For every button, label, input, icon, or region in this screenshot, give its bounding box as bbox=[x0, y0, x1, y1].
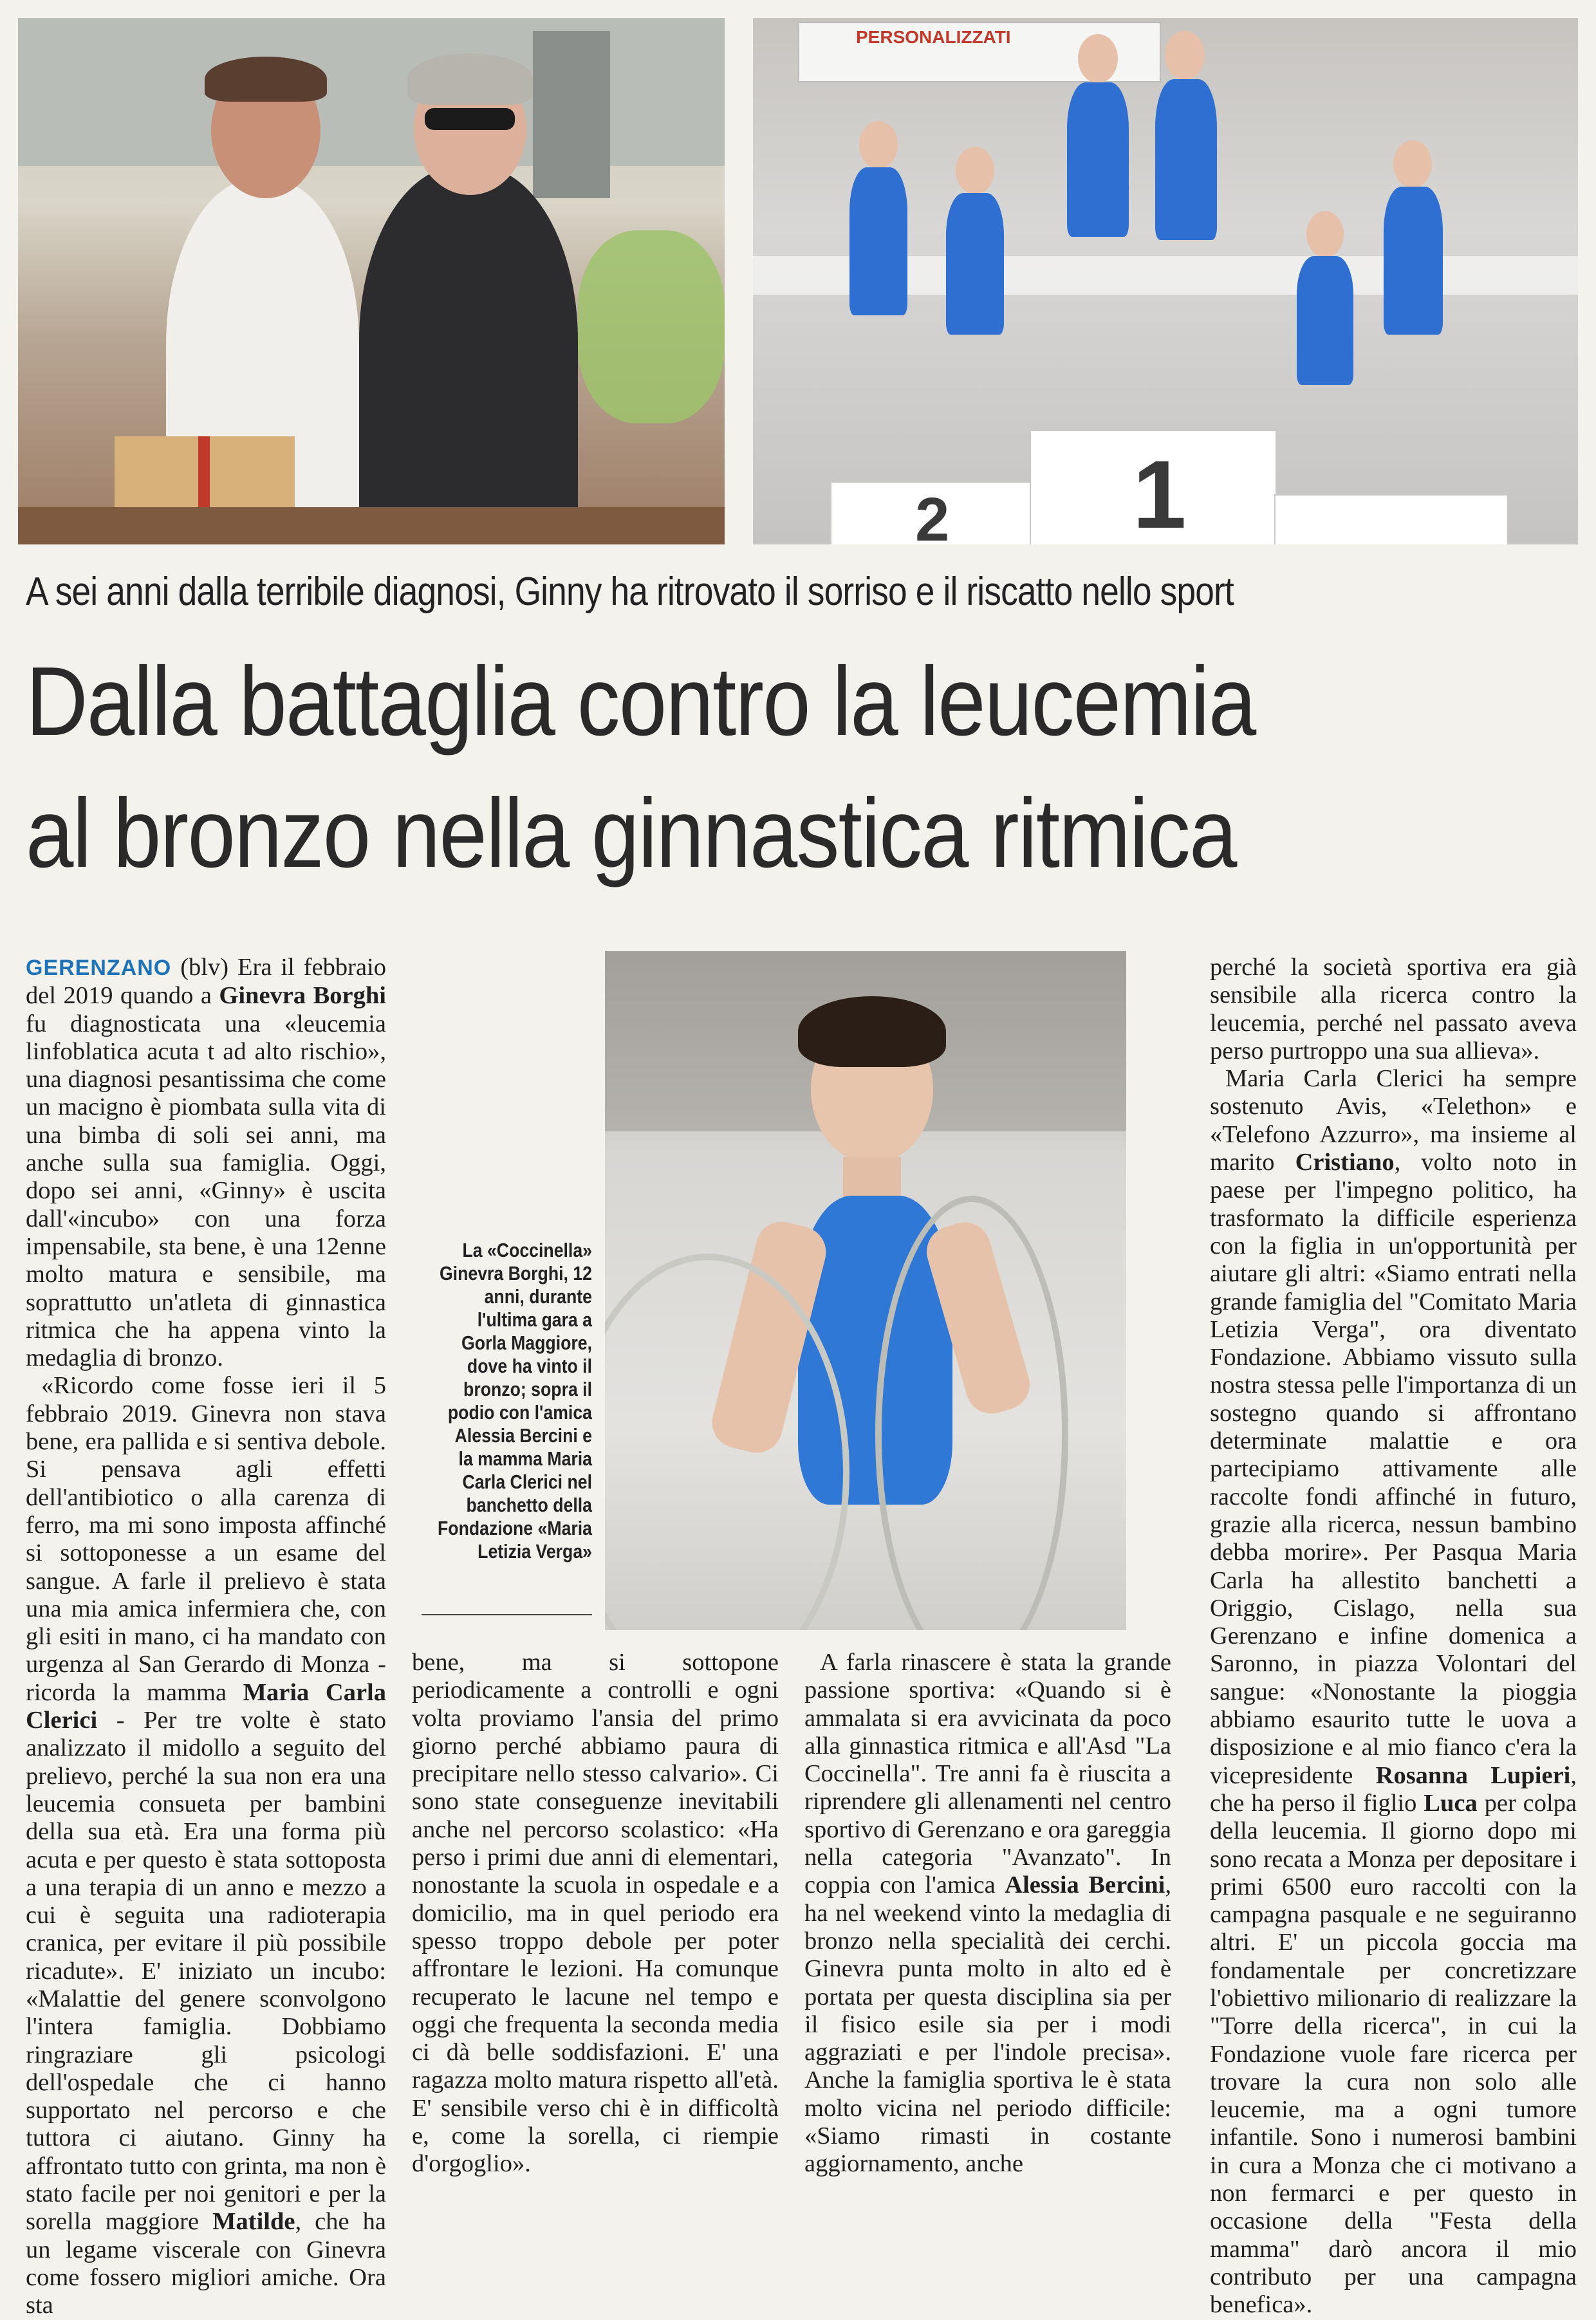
column-1-paragraph-2 bbox=[26, 1372, 386, 2319]
article-column-2 bbox=[412, 1649, 779, 2178]
caption-rule bbox=[422, 1614, 592, 1615]
person-name-ginevra: Ginevra Borghi bbox=[219, 982, 386, 1010]
woman-right-figure bbox=[359, 166, 578, 544]
podium-third bbox=[1274, 494, 1508, 544]
podium-first-number: 1 bbox=[1133, 440, 1187, 544]
column-4-paragraph-1: perché la società sportiva era già sensibile alla ricerca contro la leucemia, perché nel passato aveva perso purtroppo una sua allieva». bbox=[1210, 954, 1577, 1064]
article-column-3 bbox=[804, 1649, 1171, 2178]
byline: (blv) bbox=[180, 954, 229, 981]
gymnast-hair bbox=[798, 996, 946, 1067]
gymnast-1-head bbox=[859, 121, 898, 169]
column-1-text-2c: , che ha un legame viscerale con Ginevra come fossero migliori amiche. Ora sta bbox=[26, 2208, 387, 2319]
person-name-alessia: Alessia Bercini bbox=[1005, 1871, 1165, 1899]
person-name-luca: Luca bbox=[1424, 1789, 1478, 1817]
column-4-paragraph-2 bbox=[1210, 1065, 1577, 2319]
photo-podium bbox=[753, 18, 1578, 544]
gymnast-6-head bbox=[1393, 140, 1432, 188]
stand-table bbox=[18, 507, 725, 544]
article-column-4 bbox=[1210, 954, 1577, 2319]
column-4-text-2c: , che ha perso il figlio bbox=[1210, 1761, 1577, 1817]
photo-charity-stand bbox=[18, 18, 725, 544]
column-2-paragraph-1: bene, ma si sottopone periodicamente a controlli e ogni volta proviamo l'ansia del primo giorno perché abbiamo paura di precipitare nello stesso calvario». Ci sono state conseguenze inevitabili anche nel percorso scolastico: «Ha perso i primi due anni di elementari, nonostante la scuola in ospedale e a domicilio, ma in quel periodo era spesso troppo debole per poter affrontare le lezioni. Ha comunque recuperato le lacune nel tempo e oggi che frequenta la seconda media ci dà belle soddisfazioni. E' una ragazza molto matura rispetto all'età. E' sensibile verso chi è in difficoltà e, come la sorella, ci riempie d'orgoglio». bbox=[412, 1649, 779, 2178]
headline-line-1: Dalla battaglia contro la leucemia bbox=[26, 647, 1256, 756]
column-3-paragraph-1 bbox=[804, 1649, 1171, 2178]
article-column-1 bbox=[26, 954, 386, 2320]
gymnast-5-head bbox=[1306, 211, 1344, 257]
headline-line-2: al bronzo nella ginnastica ritmica bbox=[26, 779, 1236, 888]
column-3-text-1b: , ha nel weekend vinto la medaglia di bronzo nella specialità dei cerchi. Ginevra punta molto in alto ed è portata per questa disciplina sia per il fisico esile sia per i modi aggraziati e per l'indole precisa». Anche la famiglia sportiva le è stata molto vicina nel periodo difficile: «Siamo rimasti in costante aggiornamento, anche bbox=[804, 1871, 1171, 2178]
photo-gymnast-hoop bbox=[605, 951, 1126, 1630]
flower-bouquet bbox=[578, 230, 725, 423]
gymnast-6 bbox=[1384, 187, 1443, 335]
dateline: GERENZANO bbox=[26, 956, 172, 980]
person-name-matilde: Matilde bbox=[212, 2208, 295, 2236]
column-4-text-2a: Maria Carla Clerici ha sempre sostenuto Avis, «Telethon» e «Telefono Azzurro», ma insieme al marito bbox=[1210, 1065, 1577, 1176]
sunglasses bbox=[425, 108, 515, 130]
person-name-maria-carla: Maria Carla Clerici bbox=[26, 1678, 386, 1734]
gymnast-2-head bbox=[956, 147, 994, 194]
woman-left-hair bbox=[205, 57, 327, 102]
gymnast-5 bbox=[1297, 256, 1353, 385]
column-1-text-2b: - Per tre volte è stato analizzato il midollo a seguito del prelievo, perché la sua non era una leucemia consueta per bambini della sua età. Era una forma più acuta e per questo è stata sottoposta a una terapia di un anno e mezzo a cui è seguita una radioterapia cranica, per evitare il più possibile ricadute». E' iniziato un incubo: «Malattie del genere sconvolgono l'intera famiglia. Dobbiamo ringraziare gli psicologi dell'ospedale che ci hanno supportato nel percorso e che tuttora ci aiutano. Ginny ha affrontato tutto con grinta, ma non è stato facile per noi genitori e per la sorella maggiore bbox=[26, 1707, 387, 2236]
person-name-cristiano: Cristiano bbox=[1295, 1149, 1395, 1176]
column-4-text-2b: , volto noto in paese per l'impegno politico, ha trasformato la difficile esperienza con la figlia in un'opportunità per aiutare gli altri: «Siamo entrati nella grande famiglia del "Comitato Maria Letizia Verga", ora diventato Fondazione. Abbiamo vissuto sulla nostra stessa pelle l'importanza di un sostegno quando si affrontano determinate malattie e ora partecipiamo attivamente alle raccolte fondi affinché in futuro, grazie alla ricerca, nessun bambino debba morire». Per Pasqua Maria Carla ha allestito banchetti a Origgio, Cislago, nella sua Gerenzano e infine domenica a Saronno, in piazza Volontari del sangue: «Nonostante la pioggia abbiamo esaurito tutte le uova a disposizione e al mio fianco c'era la vicepresidente bbox=[1210, 1149, 1577, 1789]
gymnast-4 bbox=[1155, 79, 1217, 240]
column-4-text-2d: per colpa della leucemia. Il giorno dopo mi sono recata a Monza per depositare i primi 6500 euro raccolti con la campagna pasquale e ne seguiranno altri. E' un piccola goccia ma fondamentale per concretizzare l'obiettivo milionario di realizzare la "Torre della ricerca", in cui la Fondazione vuole fare ricerca per trovare la cura non solo alle leucemie, ma a ogni tumore infantile. Sono i numerosi bambini in cura a Monza che ci motivano a non fermarci e per questo in occasione della "Festa della mamma" darò ancora il mio contributo per una campagna benefica». bbox=[1210, 1789, 1577, 2319]
gymnast-1 bbox=[849, 167, 907, 315]
column-1-text-1a: Era il febbraio del 2019 quando a bbox=[26, 954, 387, 1010]
column-1-text-2a: «Ricordo come fosse ieri il 5 febbraio 2019. Ginevra non stava bene, era pallida e si sentiva debole. Si pensava agli effetti dell'antibiotico o alla carenza di ferro, ma mi sono imposta affinché si sottoponesse a un esame del sangue. A farle il prelievo è stata una mia amica infermiera che, con gli esiti in mano, ci ha mandato con urgenza al San Gerardo di Monza - ricorda la mamma bbox=[26, 1372, 386, 1706]
gymnast-3 bbox=[1067, 82, 1129, 237]
photo-background-pole bbox=[533, 31, 610, 198]
article-subtitle: A sei anni dalla terribile diagnosi, Ginny ha ritrovato il sorriso e il riscatto nello sport bbox=[26, 570, 1234, 614]
woman-right-hair bbox=[407, 53, 533, 105]
photo-background-street bbox=[18, 18, 725, 166]
banner-text: PERSONALIZZATI bbox=[856, 27, 1011, 47]
column-1-paragraph-1 bbox=[26, 954, 386, 1372]
photo-caption: La «Coccinella» Ginevra Borghi, 12 anni, durante l'ultima gara a Gorla Maggiore, dove ha vinto il bronzo; sopra il podio con l'amica Alessia Bercini e la mamma Maria Carla Clerici nel banchetto della Fondazione «Maria Letizia Verga» bbox=[438, 1239, 592, 1563]
gymnast-3-head bbox=[1078, 34, 1118, 83]
person-name-rosanna: Rosanna Lupieri bbox=[1375, 1761, 1571, 1789]
gymnast-4-head bbox=[1165, 31, 1205, 80]
podium-second-number: 2 bbox=[915, 485, 950, 544]
column-3-text-1a: A farla rinascere è stata la grande passione sportiva: «Quando si è ammalata si era avvicinata da poco alla ginnastica ritmica e all'Asd "La Coccinella". Tre anni fa è riuscita a riprendere gli allenamenti nel centro sportivo di Gerenzano e ora gareggia nella categoria "Avanzato". In coppia con l'amica bbox=[804, 1649, 1171, 1899]
column-1-text-1b: fu diagnosticata una «leucemia linfoblatica acuta t ad alto rischio», una diagnosi pesantissima che come un macigno è piombata sulla vita di una bimba di soli sei anni, ma anche sulla sua famiglia. Oggi, dopo sei anni, «Ginny» è uscita dall'«incubo» con una forza impensabile, sta bene, è una 12enne molto matura e sensibile, ma soprattutto un'atleta di ginnastica ritmica che ha appena vinto la medaglia di bronzo. bbox=[26, 1010, 386, 1372]
gymnast-2 bbox=[946, 193, 1004, 335]
